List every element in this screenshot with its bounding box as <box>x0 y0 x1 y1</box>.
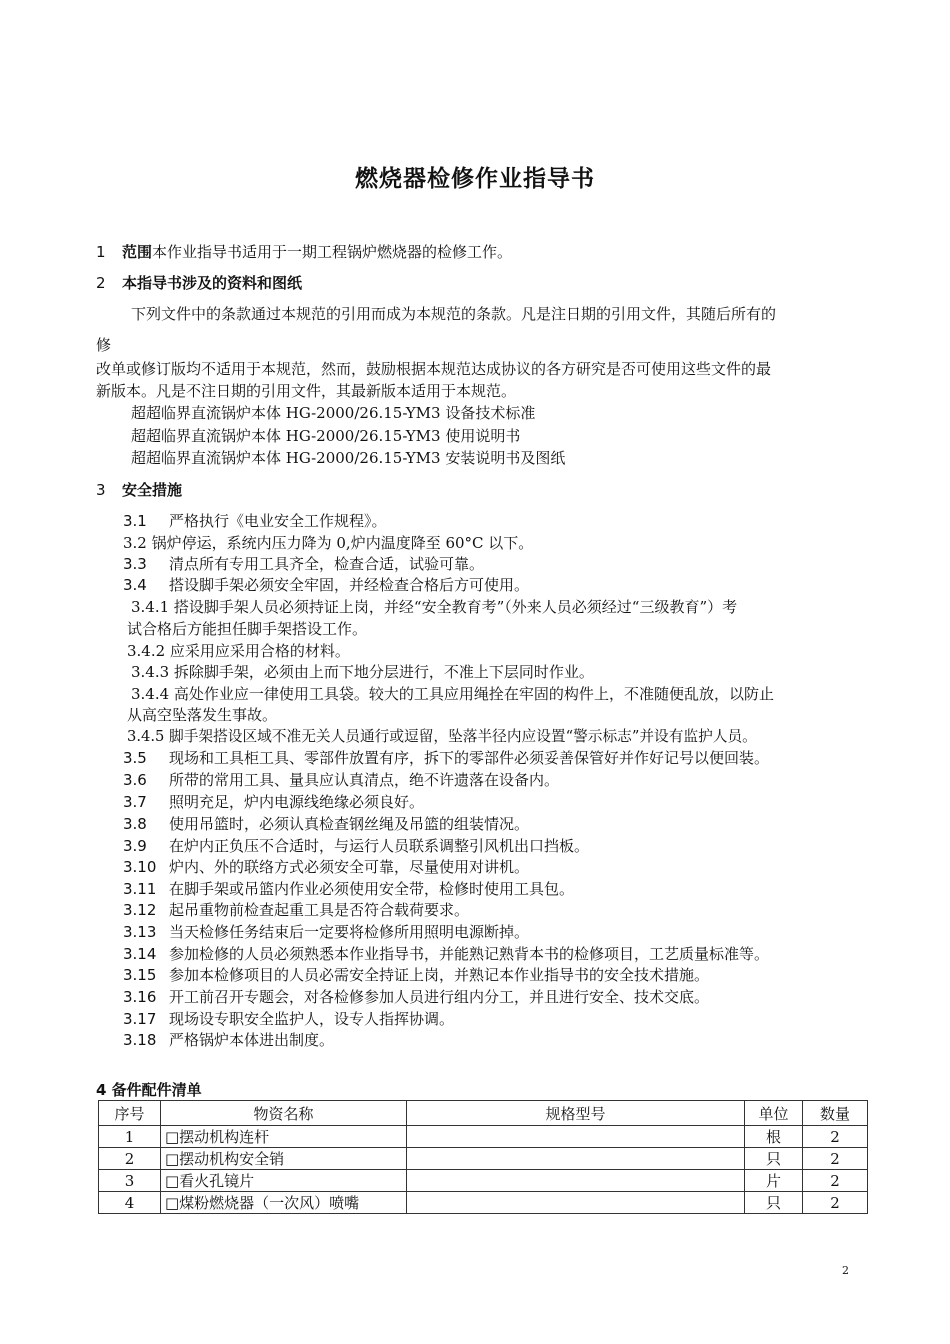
safety-item <box>123 554 484 574</box>
safety-item-number: 3.17 <box>123 1010 157 1028</box>
page-number: 2 <box>842 1264 849 1277</box>
document-title: 燃烧器检修作业指导书 <box>355 166 595 192</box>
safety-item-number: 3.7 <box>123 793 147 811</box>
sub-item-line: 3.4.4 高处作业应一律使用工具袋。较大的工具应用绳拴在牢固的构件上，不准随便乱放，以防止 <box>131 685 774 703</box>
section-2-number: 2 <box>96 274 106 292</box>
table-cell: 1 <box>99 1126 161 1148</box>
safety-item <box>123 1009 454 1029</box>
reference-item: 超超临界直流锅炉本体 HG-2000/26.15-YM3 使用说明书 <box>131 427 521 445</box>
table-cell <box>407 1192 745 1214</box>
section-1-text: 本作业指导书适用于一期工程锅炉燃烧器的检修工作。 <box>152 243 513 261</box>
safety-item-number: 3.13 <box>123 923 157 941</box>
safety-item-text: 开工前召开专题会，对各检修参加人员进行组内分工，并且进行安全、技术交底。 <box>169 988 710 1006</box>
safety-item-number: 3.15 <box>123 966 157 984</box>
safety-item <box>123 836 589 856</box>
table-cell: 根 <box>745 1126 803 1148</box>
table-cell: 2 <box>99 1148 161 1170</box>
safety-item-text: 清点所有专用工具齐全，检查合适，试验可靠。 <box>169 555 485 573</box>
safety-item <box>123 770 559 790</box>
safety-item <box>123 922 529 942</box>
safety-item-text: 参加检修的人员必须熟悉本作业指导书，并能熟记熟背本书的检修项目，工艺质量标准等。 <box>169 945 770 963</box>
table-row <box>99 1170 868 1192</box>
safety-item <box>123 575 529 595</box>
table-cell <box>407 1126 745 1148</box>
safety-item-number: 3.18 <box>123 1031 157 1049</box>
section-3-title <box>96 480 182 500</box>
parts-table <box>98 1100 868 1214</box>
reference-item: 超超临界直流锅炉本体 HG-2000/26.15-YM3 安装说明书及图纸 <box>131 449 566 467</box>
sub-item-line: 3.4.5 脚手架搭设区域不准无关人员通行或逗留，坠落半径内应设置“警示标志”并设有监护人员。 <box>127 728 757 745</box>
safety-item-number: 3.9 <box>123 837 147 855</box>
safety-item-text: 在脚手架或吊篮内作业必须使用安全带，检修时使用工具包。 <box>169 880 575 898</box>
table-cell: 2 <box>803 1170 868 1192</box>
safety-item-text: 起吊重物前检查起重工具是否符合载荷要求。 <box>169 901 470 919</box>
table-cell: 只 <box>745 1148 803 1170</box>
table-cell: 只 <box>745 1192 803 1214</box>
sub-item-line: 3.4.3 拆除脚手架，必须由上而下地分层进行，不准上下层同时作业。 <box>131 663 594 681</box>
safety-item-number: 3.16 <box>123 988 157 1006</box>
table-cell <box>407 1170 745 1192</box>
safety-item-number: 3.10 <box>123 858 157 876</box>
safety-item <box>123 987 709 1007</box>
safety-item-number: 3.1 <box>123 512 147 530</box>
table-cell: 2 <box>803 1126 868 1148</box>
safety-item-text: 3.2 锅炉停运，系统内压力降为 0,炉内温度降至 60°C 以下。 <box>123 534 534 552</box>
reference-item: 超超临界直流锅炉本体 HG-2000/26.15-YM3 设备技术标准 <box>131 404 536 422</box>
sub-item-line: 3.4.1 搭设脚手架人员必须持证上岗，并经“安全教育考”（外来人员必须经过“三级教育”）考 <box>131 598 738 616</box>
safety-item-text: 所带的常用工具、量具应认真清点，绝不许遗落在设备内。 <box>169 771 560 789</box>
safety-item <box>123 1030 334 1050</box>
safety-item-text: 现场和工具柜工具、零部件放置有序，拆下的零部件必须妥善保管好并作好记号以便回装。 <box>169 749 770 767</box>
table-row <box>99 1192 868 1214</box>
safety-item-text: 搭设脚手架必须安全牢固，并经检查合格后方可使用。 <box>169 576 530 594</box>
section-2-paragraph-line: 改单或修订版均不适用于本规范，然而，鼓励根据本规范达成协议的各方研究是否可使用这些文件的最 <box>96 360 772 378</box>
safety-item-number: 3.11 <box>123 880 157 898</box>
safety-item-number: 3.5 <box>123 749 147 767</box>
sub-item-line: 从高空坠落发生事故。 <box>127 706 278 724</box>
safety-item-text: 严格锅炉本体进出制度。 <box>169 1031 335 1049</box>
section-3-number: 3 <box>96 481 106 499</box>
section-2-title <box>96 273 302 293</box>
safety-item-number: 3.12 <box>123 901 157 919</box>
table-header-cell: 序号 <box>99 1101 161 1126</box>
section-2-paragraph-line: 修 <box>96 336 112 354</box>
safety-item <box>123 944 769 964</box>
table-cell: □看火孔镜片 <box>161 1170 407 1192</box>
safety-item <box>123 511 387 531</box>
section-1-number: 1 <box>96 243 106 261</box>
table-cell: 片 <box>745 1170 803 1192</box>
section-1 <box>96 242 512 262</box>
safety-item <box>123 900 469 920</box>
safety-item-text: 照明充足，炉内电源线绝缘必须良好。 <box>169 793 425 811</box>
sub-item-line: 试合格后方能担任脚手架搭设工作。 <box>127 620 368 638</box>
table-cell: 2 <box>803 1192 868 1214</box>
safety-item-text: 严格执行《电业安全工作规程》。 <box>169 512 387 530</box>
safety-item-number: 3.6 <box>123 771 147 789</box>
table-row <box>99 1148 868 1170</box>
sub-item-line: 3.4.2 应采用应采用合格的材料。 <box>127 642 350 660</box>
safety-item-number: 3.4 <box>123 576 147 594</box>
table-cell: □摆动机构安全销 <box>161 1148 407 1170</box>
section-2-paragraph-line: 下列文件中的条款通过本规范的引用而成为本规范的条款。凡是注日期的引用文件，其随后所有的 <box>131 305 777 323</box>
safety-item-text: 参加本检修项目的人员必需安全持证上岗，并熟记本作业指导书的安全技术措施。 <box>169 966 710 984</box>
safety-item-number: 3.3 <box>123 555 147 573</box>
table-header-cell: 规格型号 <box>407 1101 745 1126</box>
safety-item <box>123 857 529 877</box>
table-header-cell: 物资名称 <box>161 1101 407 1126</box>
section-4-heading: 4 备件配件清单 <box>96 1081 202 1099</box>
section-1-heading: 范围 <box>122 243 153 261</box>
table-cell: 4 <box>99 1192 161 1214</box>
table-cell <box>407 1148 745 1170</box>
safety-item <box>123 814 529 834</box>
table-header-row <box>99 1101 868 1126</box>
table-cell: 3 <box>99 1170 161 1192</box>
safety-item-number: 3.14 <box>123 945 157 963</box>
table-header-cell: 单位 <box>745 1101 803 1126</box>
table-cell: □摆动机构连杆 <box>161 1126 407 1148</box>
safety-item-text: 现场设专职安全监护人，设专人指挥协调。 <box>169 1010 455 1028</box>
safety-item-text: 使用吊篮时，必须认真检查钢丝绳及吊篮的组装情况。 <box>169 815 530 833</box>
safety-item <box>123 879 574 899</box>
safety-item <box>123 965 709 985</box>
section-2-paragraph-line: 新版本。凡是不注日期的引用文件，其最新版本适用于本规范。 <box>96 382 517 400</box>
safety-item-number: 3.8 <box>123 815 147 833</box>
safety-item-text: 炉内、外的联络方式必须安全可靠，尽量使用对讲机。 <box>169 858 530 876</box>
safety-item <box>123 792 424 812</box>
table-cell: □煤粉燃烧器（一次风）喷嘴 <box>161 1192 407 1214</box>
table-cell: 2 <box>803 1148 868 1170</box>
table-row <box>99 1126 868 1148</box>
safety-item <box>123 748 769 768</box>
table-header-cell: 数量 <box>803 1101 868 1126</box>
section-2-heading: 本指导书涉及的资料和图纸 <box>122 274 303 292</box>
safety-item-text: 当天检修任务结束后一定要将检修所用照明电源断掉。 <box>169 923 530 941</box>
safety-item-text: 在炉内正负压不合适时，与运行人员联系调整引风机出口挡板。 <box>169 837 590 855</box>
safety-item <box>123 533 533 553</box>
section-3-heading: 安全措施 <box>122 481 183 499</box>
